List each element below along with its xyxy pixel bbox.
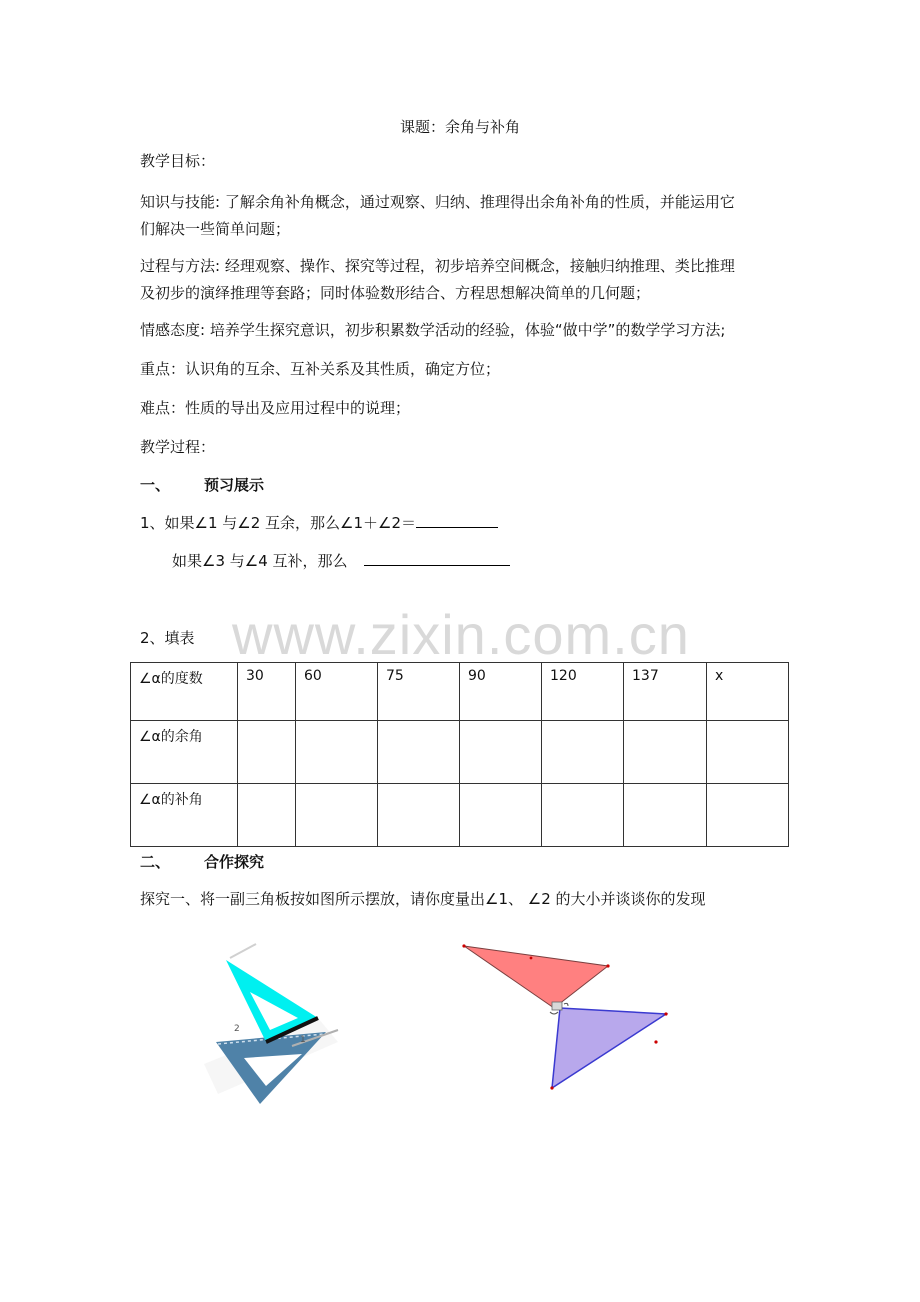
degree-cell: 60 <box>296 663 378 721</box>
question-1a <box>140 512 498 534</box>
angle-arc-lower <box>550 1012 558 1014</box>
degree-cell: 120 <box>542 663 624 721</box>
table-row <box>131 784 789 847</box>
guide-line <box>230 944 256 958</box>
page-title: 课题：余角与补角 <box>399 118 520 136</box>
answer-cell[interactable] <box>378 784 460 847</box>
angle-arc-upper <box>564 1003 568 1006</box>
degree-cell: 90 <box>460 663 542 721</box>
answer-cell[interactable] <box>238 784 296 847</box>
question-1b <box>172 550 510 572</box>
angle-table <box>130 662 789 847</box>
row-label-complement: ∠α的余角 <box>131 721 238 784</box>
joint-marker <box>552 1002 562 1010</box>
answer-cell[interactable] <box>460 784 542 847</box>
degree-cell: 30 <box>238 663 296 721</box>
process-heading: 教学过程： <box>140 438 216 456</box>
section1-number: 一、 <box>140 476 171 494</box>
angle-2-label: 2 <box>234 1024 240 1034</box>
key-point-text: 重点：认识角的互余、互补关系及其性质，确定方位； <box>140 360 501 378</box>
answer-blank-1[interactable] <box>416 527 498 528</box>
attitude-text: 情感态度: 培养学生探究意识，初步积累数学活动的经验，体验“做中学”的数学学习方法; <box>140 321 726 339</box>
row-label-degrees: ∠α的度数 <box>131 663 238 721</box>
section1-title: 预习展示 <box>204 476 265 494</box>
triangles-figure <box>456 936 676 1096</box>
section2-number: 二、 <box>140 853 171 871</box>
stray-point <box>654 1040 657 1043</box>
question-1b-text: 如果∠3 与∠4 互补，那么 <box>172 552 348 570</box>
set-squares-figure <box>198 938 358 1110</box>
knowledge-line-1: 知识与技能: 了解余角补角概念，通过观察、归纳、推理得出余角补角的性质，并能运用它 <box>140 193 735 211</box>
table-row <box>131 721 789 784</box>
degree-cell: 75 <box>378 663 460 721</box>
vertex-point <box>606 964 609 967</box>
answer-cell[interactable] <box>624 721 707 784</box>
answer-cell[interactable] <box>624 784 707 847</box>
answer-cell[interactable] <box>460 721 542 784</box>
answer-blank-2[interactable] <box>364 565 510 566</box>
answer-cell[interactable] <box>542 721 624 784</box>
answer-cell[interactable] <box>542 784 624 847</box>
watermark: www.zixin.com.cn <box>232 603 690 666</box>
knowledge-line-2: 们解决一些简单问题； <box>140 220 291 238</box>
answer-cell[interactable] <box>296 784 378 847</box>
degree-cell: x <box>707 663 789 721</box>
angle-1-label: 1 <box>300 1035 306 1045</box>
table-row <box>131 663 789 721</box>
vertex-point <box>462 944 465 947</box>
question-2: 2、填表 <box>140 629 195 647</box>
answer-cell[interactable] <box>296 721 378 784</box>
difficulty-text: 难点：性质的导出及应用过程中的说理； <box>140 399 411 417</box>
objectives-heading: 教学目标： <box>140 152 216 170</box>
vertex-point <box>550 1086 553 1089</box>
row-label-supplement: ∠α的补角 <box>131 784 238 847</box>
degree-cell: 137 <box>624 663 707 721</box>
answer-cell[interactable] <box>707 784 789 847</box>
process-method-line-2: 及初步的演绎推理等套路；同时体验数形结合、方程思想解决简单的几何题； <box>140 284 651 302</box>
purple-triangle <box>552 1008 666 1088</box>
explore-1-text: 探究一、将一副三角板按如图所示摆放，请你度量出∠1、 ∠2 的大小并谈谈你的发现 <box>140 890 706 908</box>
answer-cell[interactable] <box>378 721 460 784</box>
question-1a-text: 1、如果∠1 与∠2 互余，那么∠1＋∠2＝ <box>140 514 417 532</box>
vertex-point <box>530 957 533 960</box>
answer-cell[interactable] <box>707 721 789 784</box>
red-triangle <box>464 946 608 1008</box>
section2-title: 合作探究 <box>204 853 265 871</box>
answer-cell[interactable] <box>238 721 296 784</box>
process-method-line-1: 过程与方法: 经理观察、操作、探究等过程，初步培养空间概念，接触归纳推理、类比推理 <box>140 257 735 275</box>
vertex-point <box>664 1012 667 1015</box>
